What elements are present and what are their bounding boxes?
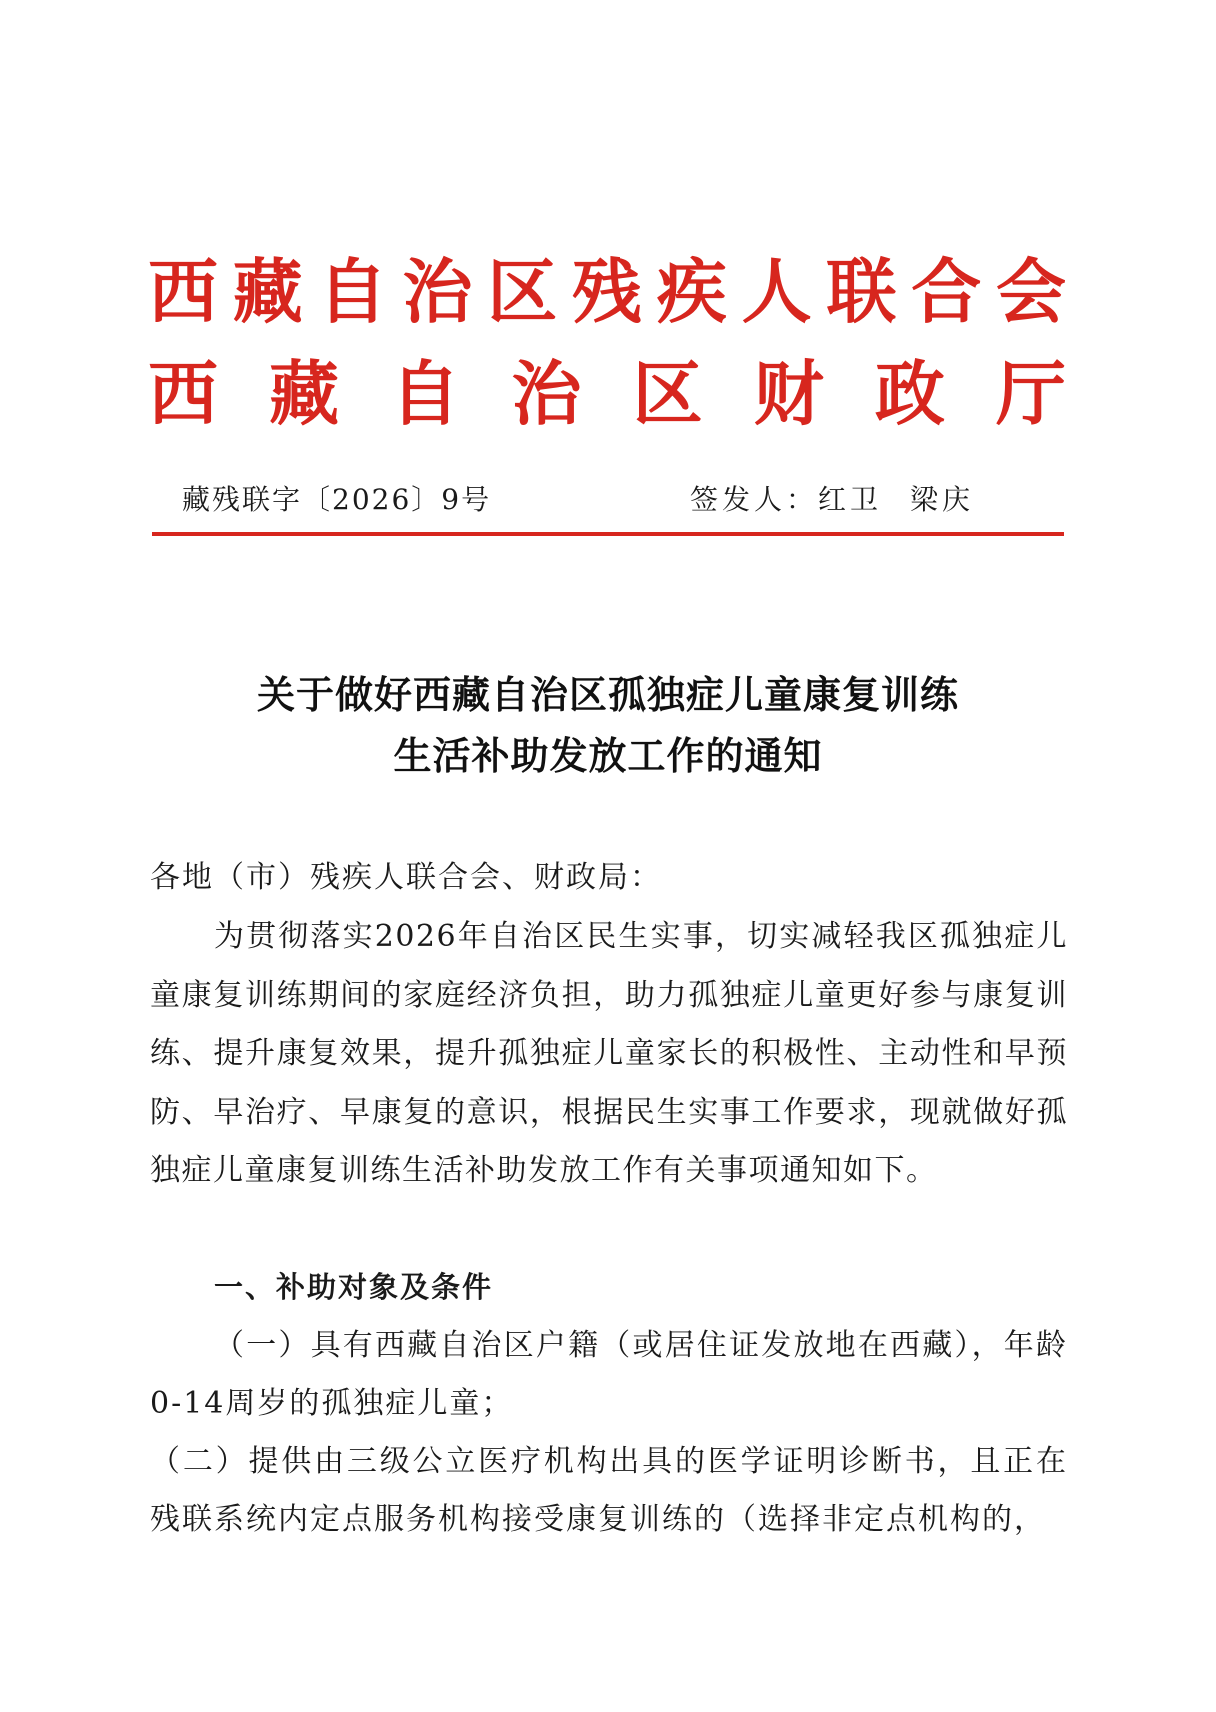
signer-block	[690, 478, 974, 522]
issuing-org-line-1: 西藏自治区残疾人联合会	[148, 250, 1070, 333]
list-item: （一）具有西藏自治区户籍（或居住证发放地在西藏），年龄0-14周岁的孤独症儿童；	[150, 1328, 1068, 1421]
signer-name: 红卫	[818, 483, 883, 516]
signer-label: 签发人：	[690, 483, 819, 516]
section-heading: 一、补助对象及条件	[214, 1270, 494, 1304]
signer-name: 梁庆	[910, 483, 975, 516]
red-divider-rule	[152, 532, 1064, 536]
body-paragraph: 为贯彻落实2026年自治区民生实事，切实减轻我区孤独症儿童康复训练期间的家庭经济负担，助力孤独症儿童更好参与康复训练、提升康复效果，提升孤独症儿童家长的积极性、主动性和早预防、早治疗、早康复的意识，根据民生实事工作要求，现就做好孤独症儿童康复训练生活补助发放工作有关事项通知如下。	[150, 919, 1068, 1188]
salutation: 各地（市）残疾人联合会、财政局：	[150, 860, 662, 895]
document-number: 藏残联字〔2026〕9号	[182, 483, 492, 516]
notice-title-line-2: 生活补助发放工作的通知	[393, 733, 823, 778]
list-item: （二）提供由三级公立医疗机构出具的医学证明诊断书，且正在残联系统内定点服务机构接受康复训练的（选择非定点机构的，	[150, 1444, 1068, 1537]
issuing-org-line-2: 西藏自治区财政厅	[148, 352, 1070, 435]
notice-title-line-1: 关于做好西藏自治区孤独症儿童康复训练	[256, 672, 959, 717]
